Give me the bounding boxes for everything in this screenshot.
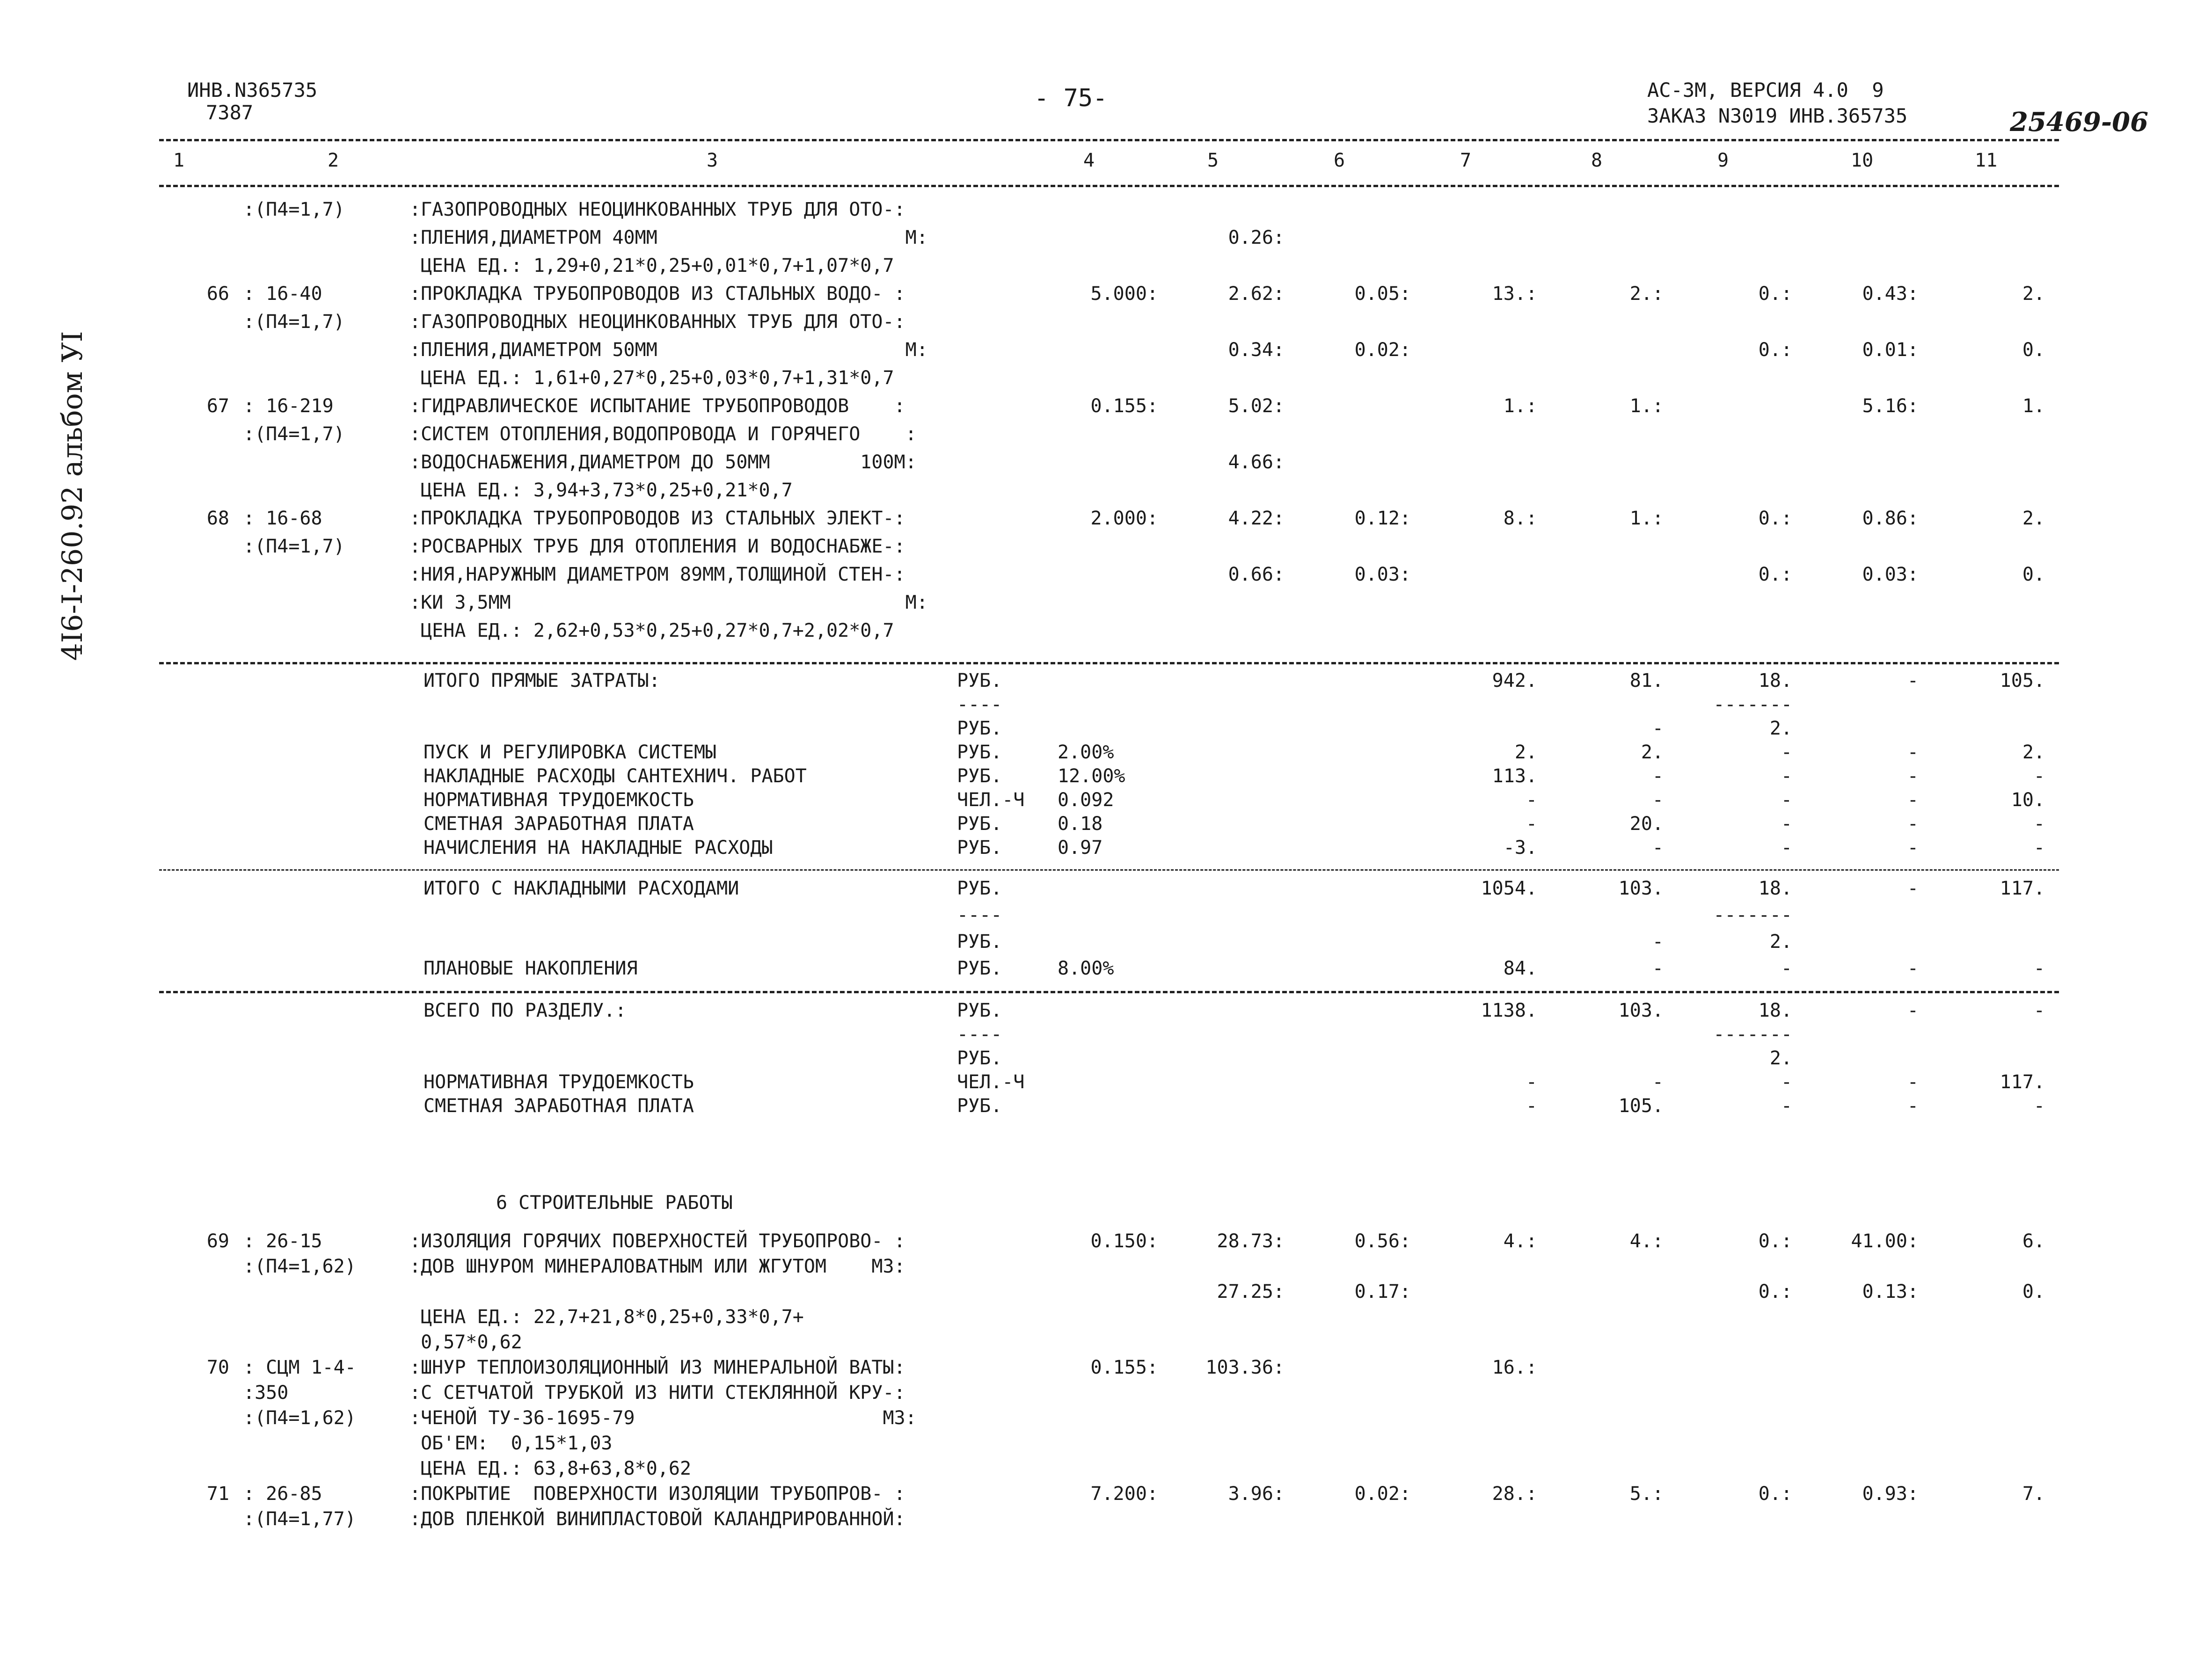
cell-c8: 5.: <box>1629 1483 1664 1505</box>
cell-c3: :ПЛЕНИЯ,ДИАМЕТРОМ 50ММ М: <box>409 339 928 361</box>
cell-c7: 8.: <box>1503 508 1537 529</box>
cell-c5: 4.66: <box>1228 451 1285 473</box>
column-header: 4 <box>1083 150 1095 171</box>
cell-c11: 117. <box>2000 878 2045 899</box>
cell-c3: :СИСТЕМ ОТОПЛЕНИЯ,ВОДОПРОВОДА И ГОРЯЧЕГО : <box>409 423 917 445</box>
cell-c9: ------- <box>1713 694 1792 715</box>
cell-c4: 2.000: <box>1090 508 1158 529</box>
cell-c7: 1138. <box>1481 1000 1537 1021</box>
cell-c4: 0.155: <box>1090 395 1158 417</box>
cell-c11: 0. <box>2022 1281 2045 1302</box>
cell-c3: ОБ'ЕМ: 0,15*1,03 <box>409 1433 613 1454</box>
cell-c10: - <box>1907 742 1919 763</box>
cell-c1: 66 <box>206 283 229 305</box>
cell-label: НАКЛАДНЫЕ РАСХОДЫ САНТЕХНИЧ. РАБОТ <box>423 765 807 787</box>
cell-unit: ЧЕЛ.-Ч <box>957 789 1025 811</box>
cell-c9: 0.: <box>1758 508 1792 529</box>
cell-c7: 13.: <box>1492 283 1537 305</box>
cell-c5: 4.22: <box>1228 508 1285 529</box>
cell-label: ИТОГО ПРЯМЫЕ ЗАТРАТЫ: <box>423 670 660 691</box>
cell-c11: 2. <box>2022 283 2045 305</box>
cell-c11: 0. <box>2022 564 2045 585</box>
cell-pct: 0.092 <box>1058 789 1114 811</box>
cell-unit: РУБ. <box>957 718 1002 739</box>
column-header: 5 <box>1207 150 1219 171</box>
cell-c3: :ГАЗОПРОВОДНЫХ НЕОЦИНКОВАННЫХ ТРУБ ДЛЯ ОТО-: <box>409 311 905 333</box>
cell-c8: 4.: <box>1629 1230 1664 1252</box>
cell-c8: 1.: <box>1629 508 1664 529</box>
cell-c3: :НИЯ,НАРУЖНЫМ ДИАМЕТРОМ 89ММ,ТОЛЩИНОЙ СТЕН-: <box>409 564 905 585</box>
cell-c3: ЦЕНА ЕД.: 1,29+0,21*0,25+0,01*0,7+1,07*0,7 <box>409 255 894 276</box>
cell-c1: 67 <box>206 395 229 417</box>
cell-c9: - <box>1781 958 1792 979</box>
rule-section-1 <box>159 662 2059 664</box>
cell-c7: 113. <box>1492 765 1537 787</box>
cell-c6: 0.12: <box>1354 508 1411 529</box>
cell-label: ИТОГО С НАКЛАДНЫМИ РАСХОДАМИ <box>423 878 739 899</box>
cell-c2: :(П4=1,62) <box>243 1256 356 1277</box>
cell-c2: :(П4=1,7) <box>243 199 345 220</box>
cell-c11: 2. <box>2022 508 2045 529</box>
cell-c9: 0.: <box>1758 1483 1792 1505</box>
cell-c10: - <box>1907 1095 1919 1117</box>
column-header: 11 <box>1975 150 1998 171</box>
cell-c6: 0.56: <box>1354 1230 1411 1252</box>
cell-unit: РУБ. <box>957 1000 1002 1021</box>
cell-c6: 0.02: <box>1354 339 1411 361</box>
cell-c3: :ДОВ ПЛЕНКОЙ ВИНИПЛАСТОВОЙ КАЛАНДРИРОВАННОЙ: <box>409 1508 905 1530</box>
cell-c2: :(П4=1,7) <box>243 311 345 333</box>
cell-c9: 18. <box>1758 878 1792 899</box>
cell-c3: ЦЕНА ЕД.: 2,62+0,53*0,25+0,27*0,7+2,02*0,7 <box>409 620 894 641</box>
cell-c6: 0.05: <box>1354 283 1411 305</box>
cell-c9: 2. <box>1769 718 1792 739</box>
cell-unit: РУБ. <box>957 1095 1002 1117</box>
column-header: 6 <box>1334 150 1345 171</box>
cell-c5: 0.26: <box>1228 227 1285 248</box>
cell-c8: - <box>1652 789 1664 811</box>
cell-c8: 2.: <box>1629 283 1664 305</box>
cell-c3: :КИ 3,5ММ М: <box>409 592 928 613</box>
cell-c9: 0.: <box>1758 1230 1792 1252</box>
cell-unit: РУБ. <box>957 958 1002 979</box>
cell-c10: - <box>1907 1071 1919 1093</box>
cell-label: ВСЕГО ПО РАЗДЕЛУ.: <box>423 1000 627 1021</box>
cell-c7: 1.: <box>1503 395 1537 417</box>
cell-c2: :350 <box>243 1382 289 1404</box>
cell-c9: 0.: <box>1758 283 1792 305</box>
rule-top <box>159 139 2059 141</box>
cell-pct: 2.00% <box>1058 742 1114 763</box>
cell-pct: 12.00% <box>1058 765 1125 787</box>
cell-c11: 105. <box>2000 670 2045 691</box>
cell-pct: 0.97 <box>1058 837 1103 859</box>
cell-c7: 942. <box>1492 670 1537 691</box>
rule-section-3 <box>159 991 2059 993</box>
cell-c8: 2. <box>1641 742 1664 763</box>
cell-c10: - <box>1907 958 1919 979</box>
inv-left: ИНВ.Ν365735 <box>187 79 318 102</box>
cell-label: НОРМАТИВНАЯ ТРУДОЕМКОСТЬ <box>423 789 694 811</box>
cell-c2: :(П4=1,62) <box>243 1407 356 1429</box>
cell-unit: ЧЕЛ.-Ч <box>957 1071 1025 1093</box>
cell-c9: - <box>1781 765 1792 787</box>
cell-unit: РУБ. <box>957 765 1002 787</box>
cell-c3: ЦЕНА ЕД.: 3,94+3,73*0,25+0,21*0,7 <box>409 480 793 501</box>
cell-c6: 0.17: <box>1354 1281 1411 1302</box>
cell-c8: - <box>1652 958 1664 979</box>
cell-c5: 103.36: <box>1205 1357 1285 1378</box>
cell-c8: 103. <box>1618 1000 1664 1021</box>
cell-c11: 0. <box>2022 339 2045 361</box>
cell-c10: - <box>1907 878 1919 899</box>
cell-c9: - <box>1781 742 1792 763</box>
cell-c7: 2. <box>1514 742 1537 763</box>
cell-c8: 81. <box>1629 670 1664 691</box>
cell-c10: - <box>1907 670 1919 691</box>
cell-c7: 16.: <box>1492 1357 1537 1378</box>
cell-c3: ЦЕНА ЕД.: 22,7+21,8*0,25+0,33*0,7+ <box>409 1306 804 1328</box>
column-header: 1 <box>173 150 185 171</box>
rule-header <box>159 185 2059 187</box>
cell-unit: РУБ. <box>957 1048 1002 1069</box>
cell-label: ПУСК И РЕГУЛИРОВКА СИСТЕМЫ <box>423 742 717 763</box>
rule-section-2 <box>159 869 2059 871</box>
cell-c7: -3. <box>1503 837 1537 859</box>
cell-c2: :(П4=1,7) <box>243 423 345 445</box>
cell-c9: 18. <box>1758 670 1792 691</box>
cell-c2: : 26-85 <box>243 1483 322 1505</box>
cell-c3: :ПОКРЫТИЕ ПОВЕРХНОСТИ ИЗОЛЯЦИИ ТРУБОПРОВ- : <box>409 1483 905 1505</box>
cell-c11: 6. <box>2022 1230 2045 1252</box>
cell-c2: : СЦМ 1-4- <box>243 1357 356 1378</box>
cell-c11: - <box>2033 1095 2045 1117</box>
cell-c10: 0.03: <box>1862 564 1919 585</box>
cell-c10: - <box>1907 1000 1919 1021</box>
cell-c7: - <box>1526 1071 1537 1093</box>
cell-c3: :ГИДРАВЛИЧЕСКОЕ ИСПЫТАНИЕ ТРУБОПРОВОДОВ : <box>409 395 905 417</box>
column-header: 9 <box>1717 150 1729 171</box>
cell-c8: - <box>1652 765 1664 787</box>
cell-c9: ------- <box>1713 904 1792 926</box>
cell-c2: : 16-40 <box>243 283 322 305</box>
cell-c8: 105. <box>1618 1095 1664 1117</box>
side-label: 4I6-I-260.92 альбом УI <box>56 331 89 661</box>
cell-c11: 10. <box>2011 789 2045 811</box>
cell-c9: - <box>1781 1095 1792 1117</box>
cell-unit: РУБ. <box>957 931 1002 953</box>
cell-c5: 28.73: <box>1217 1230 1285 1252</box>
cell-c10: 0.93: <box>1862 1483 1919 1505</box>
cell-c8: 1.: <box>1629 395 1664 417</box>
cell-c10: 0.13: <box>1862 1281 1919 1302</box>
cell-unit: ---- <box>957 1024 1002 1045</box>
column-header: 2 <box>328 150 339 171</box>
column-header: 10 <box>1851 150 1874 171</box>
cell-label: СМЕТНАЯ ЗАРАБОТНАЯ ПЛАТА <box>423 813 694 835</box>
cell-c9: 0.: <box>1758 339 1792 361</box>
cell-c10: 0.86: <box>1862 508 1919 529</box>
cell-c7: 28.: <box>1492 1483 1537 1505</box>
cell-c11: 7. <box>2022 1483 2045 1505</box>
cell-c11: - <box>2033 958 2045 979</box>
cell-c2: :(П4=1,7) <box>243 536 345 557</box>
cell-c9: - <box>1781 837 1792 859</box>
cell-c3: :ИЗОЛЯЦИЯ ГОРЯЧИХ ПОВЕРХНОСТЕЙ ТРУБОПРОВО- : <box>409 1230 905 1252</box>
cell-c10: 41.00: <box>1851 1230 1919 1252</box>
cell-unit: РУБ. <box>957 742 1002 763</box>
cell-c9: 2. <box>1769 1048 1792 1069</box>
cell-c5: 5.02: <box>1228 395 1285 417</box>
cell-c7: - <box>1526 789 1537 811</box>
cell-c6: 0.03: <box>1354 564 1411 585</box>
page-number: - 75- <box>1034 84 1108 112</box>
cell-c4: 7.200: <box>1090 1483 1158 1505</box>
cell-c7: 1054. <box>1481 878 1537 899</box>
cell-unit: РУБ. <box>957 878 1002 899</box>
cell-pct: 0.18 <box>1058 813 1103 835</box>
cell-c4: 5.000: <box>1090 283 1158 305</box>
cell-c7: 84. <box>1503 958 1537 979</box>
column-header: 8 <box>1591 150 1603 171</box>
cell-c9: 2. <box>1769 931 1792 953</box>
cell-c8: - <box>1652 837 1664 859</box>
cell-c8: - <box>1652 718 1664 739</box>
cell-c3: :ПРОКЛАДКА ТРУБОПРОВОДОВ ИЗ СТАЛЬНЫХ ЭЛЕКТ-: <box>409 508 905 529</box>
cell-c9: ------- <box>1713 1024 1792 1045</box>
cell-c3: :ЧЕНОЙ ТУ-36-1695-79 М3: <box>409 1407 917 1429</box>
cell-c11: 2. <box>2022 742 2045 763</box>
cell-c2: : 26-15 <box>243 1230 322 1252</box>
program-version: АС-3М, ВЕРСИЯ 4.0 9 <box>1647 79 1884 102</box>
section-title: 6 СТРОИТЕЛЬНЫЕ РАБОТЫ <box>496 1192 733 1214</box>
cell-unit: РУБ. <box>957 837 1002 859</box>
cell-c9: - <box>1781 1071 1792 1093</box>
cell-c5: 27.25: <box>1217 1281 1285 1302</box>
cell-c8: - <box>1652 1071 1664 1093</box>
cell-c11: - <box>2033 1000 2045 1021</box>
cell-c9: - <box>1781 789 1792 811</box>
cell-c10: 0.01: <box>1862 339 1919 361</box>
cell-c8: 20. <box>1629 813 1664 835</box>
cell-c10: 0.43: <box>1862 283 1919 305</box>
cell-c9: 0.: <box>1758 564 1792 585</box>
cell-c2: : 16-68 <box>243 508 322 529</box>
cell-c8: - <box>1652 931 1664 953</box>
cell-c4: 0.150: <box>1090 1230 1158 1252</box>
cell-c1: 69 <box>206 1230 229 1252</box>
cell-c9: - <box>1781 813 1792 835</box>
cell-pct: 8.00% <box>1058 958 1114 979</box>
cell-c3: :ДОВ ШНУРОМ МИНЕРАЛОВАТНЫМ ИЛИ ЖГУТОМ М3: <box>409 1256 905 1277</box>
cell-c3: :С СЕТЧАТОЙ ТРУБКОЙ ИЗ НИТИ СТЕКЛЯННОЙ КРУ-: <box>409 1382 905 1404</box>
cell-c3: ЦЕНА ЕД.: 1,61+0,27*0,25+0,03*0,7+1,31*0,7 <box>409 367 894 389</box>
cell-c5: 2.62: <box>1228 283 1285 305</box>
cell-c8: 103. <box>1618 878 1664 899</box>
column-header: 3 <box>707 150 718 171</box>
cell-c10: - <box>1907 813 1919 835</box>
cell-label: СМЕТНАЯ ЗАРАБОТНАЯ ПЛАТА <box>423 1095 694 1117</box>
cell-c10: - <box>1907 837 1919 859</box>
cell-label: НАЧИСЛЕНИЯ НА НАКЛАДНЫЕ РАСХОДЫ <box>423 837 773 859</box>
cell-c11: - <box>2033 765 2045 787</box>
cell-c6: 0.02: <box>1354 1483 1411 1505</box>
cell-c10: 5.16: <box>1862 395 1919 417</box>
cell-c11: 117. <box>2000 1071 2045 1093</box>
cell-c9: 0.: <box>1758 1281 1792 1302</box>
cell-c10: - <box>1907 765 1919 787</box>
cell-c5: 0.34: <box>1228 339 1285 361</box>
cell-c3: 0,57*0,62 <box>409 1332 522 1353</box>
cell-c3: :ПЛЕНИЯ,ДИАМЕТРОМ 40ММ М: <box>409 227 928 248</box>
cell-unit: ---- <box>957 904 1002 926</box>
cell-c3: :ПРОКЛАДКА ТРУБОПРОВОДОВ ИЗ СТАЛЬНЫХ ВОДО- : <box>409 283 905 305</box>
cell-c7: 4.: <box>1503 1230 1537 1252</box>
cell-unit: РУБ. <box>957 670 1002 691</box>
cell-unit: ---- <box>957 694 1002 715</box>
cell-c4: 0.155: <box>1090 1357 1158 1378</box>
cell-c3: :ВОДОСНАБЖЕНИЯ,ДИАМЕТРОМ ДО 50ММ 100М: <box>409 451 917 473</box>
cell-c3: :ГАЗОПРОВОДНЫХ НЕОЦИНКОВАННЫХ ТРУБ ДЛЯ ОТО-: <box>409 199 905 220</box>
cell-c2: : 16-219 <box>243 395 334 417</box>
cell-c1: 71 <box>206 1483 229 1505</box>
cell-c3: :ШНУР ТЕПЛОИЗОЛЯЦИОННЫЙ ИЗ МИНЕРАЛЬНОЙ ВАТЫ: <box>409 1357 905 1378</box>
cell-c2: :(П4=1,77) <box>243 1508 356 1530</box>
handwritten-stamp: 25469-06 <box>2010 107 2148 138</box>
cell-c1: 68 <box>206 508 229 529</box>
cell-c3: ЦЕНА ЕД.: 63,8+63,8*0,62 <box>409 1458 692 1479</box>
cell-c11: 1. <box>2022 395 2045 417</box>
cell-c1: 70 <box>206 1357 229 1378</box>
order-number: ЗАКАЗ N3019 ИНВ.365735 <box>1647 104 1908 127</box>
cell-c7: - <box>1526 813 1537 835</box>
cell-c5: 0.66: <box>1228 564 1285 585</box>
cell-c7: - <box>1526 1095 1537 1117</box>
cell-label: ПЛАНОВЫЕ НАКОПЛЕНИЯ <box>423 958 638 979</box>
column-header: 7 <box>1460 150 1472 171</box>
cell-c11: - <box>2033 837 2045 859</box>
num-left: 7387 <box>206 101 254 124</box>
cell-c11: - <box>2033 813 2045 835</box>
cell-unit: РУБ. <box>957 813 1002 835</box>
cell-c5: 3.96: <box>1228 1483 1285 1505</box>
cell-label: НОРМАТИВНАЯ ТРУДОЕМКОСТЬ <box>423 1071 694 1093</box>
cell-c10: - <box>1907 789 1919 811</box>
cell-c3: :РОСВАРНЫХ ТРУБ ДЛЯ ОТОПЛЕНИЯ И ВОДОСНАБЖЕ-: <box>409 536 905 557</box>
cell-c9: 18. <box>1758 1000 1792 1021</box>
